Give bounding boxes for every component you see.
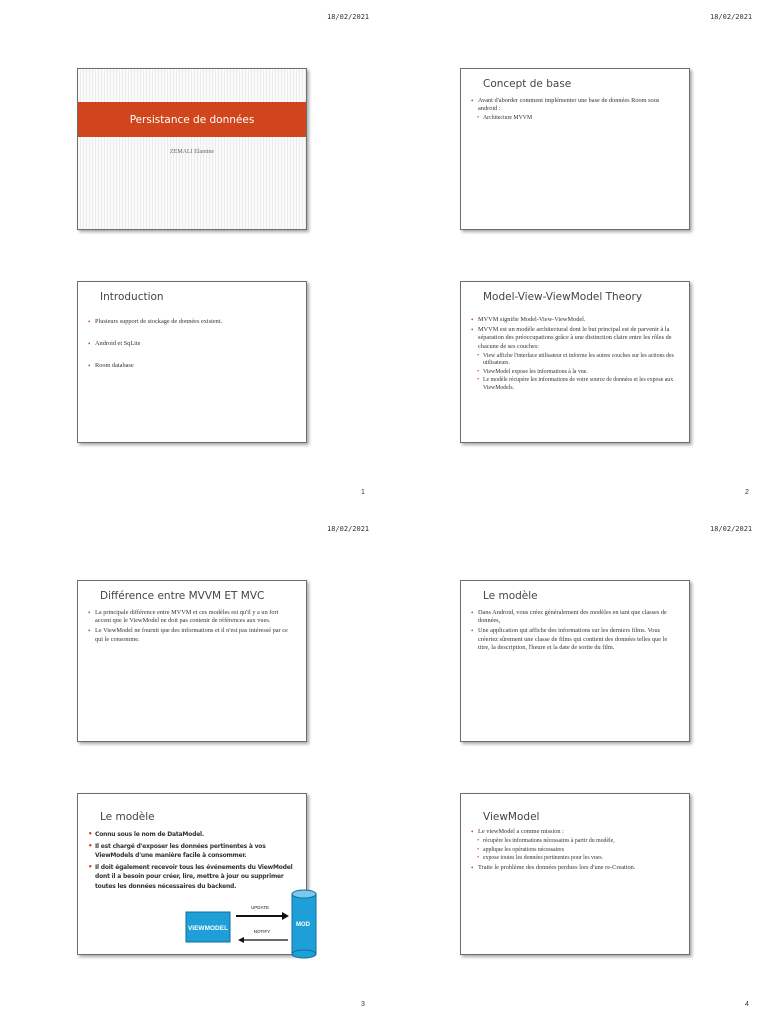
page-number: 1 [361, 489, 365, 496]
slide-mvvm-vs-mvc [77, 580, 307, 742]
bullet-item: • Android et SqLite [88, 340, 296, 348]
bullet-item: • Une application qui affiche des informations sur les derniers films. Vous créeriez sûrement une classe de films qui contient des données telles que le titre, la description, l'heure et la date de sortie du film. [471, 627, 679, 652]
slide-mvvm-theory [460, 281, 690, 443]
slide-heading: Persistance de données [129, 113, 255, 126]
slide-heading: Le modèle [483, 590, 538, 602]
mvvm-diagram [178, 882, 308, 956]
sub-bullet-item: • récupère les informations nécessaires à partir du modèle, [477, 838, 679, 846]
sub-bullet-item: • ViewModel expose les informations à la vue. [477, 369, 679, 377]
viewmodel-box-label: VIEWMODEL [187, 925, 229, 932]
update-arrowhead [282, 912, 289, 920]
update-arrow-label: UPDATE [251, 905, 269, 910]
page-number: 2 [745, 489, 749, 496]
slide-heading: Concept de base [483, 78, 572, 90]
bullet-list [471, 316, 679, 393]
bullet-item: • Le viewModel a comme mission : [471, 828, 679, 836]
page-date: 18/02/2021 [710, 13, 753, 21]
bullet-item: • Connu sous le nom de DataModel. [88, 830, 296, 840]
bullet-item: • Le ViewModel ne fournit que des informations et il n'est pas intéressé par ce qui le consomme. [88, 627, 296, 643]
title-banner [78, 102, 306, 137]
slide-introduction [77, 281, 307, 443]
page-date: 18/02/2021 [327, 525, 370, 533]
bullet-list [471, 97, 679, 124]
notify-arrow-label: NOTIFY [253, 929, 271, 934]
slide-heading: Model-View-ViewModel Theory [483, 291, 643, 303]
bullet-item: • La principale différence entre MVVM et ces modèles est qu'il y a un fort accent que le ViewModel ne doit pas contenir de références aux vues. [88, 609, 296, 625]
slide-heading: Le modèle [100, 811, 155, 823]
bullet-item: • Il doit également recevoir tous les événements du ViewModel dont il a besoin pour créer, lire, mettre à jour ou supprimer toutes les données nécessaires du backend. [88, 863, 296, 892]
slide-le-modele [460, 580, 690, 742]
bullet-item: • Avant d'aborder comment implémenter une base de données Room sous android : [471, 97, 679, 113]
slide-title [77, 68, 307, 230]
page-date: 18/02/2021 [327, 13, 370, 21]
bullet-list [471, 609, 679, 654]
notify-arrowhead [238, 937, 244, 943]
bullet-item: • Il est chargé d'exposer les données pertinentes à vos ViewModels d'une manière facile à consommer. [88, 842, 296, 861]
author-name: ZEMALI Elamine [169, 149, 215, 155]
sub-bullet-item: • expose toutes les données pertinentes pour les vues. [477, 855, 679, 863]
bullet-item: • MVVM est un modèle architectural dont le but principal est de parvenir à la séparation des préoccupations grâce à une distinction claire entre les rôles de chacune de ses couches: [471, 326, 679, 351]
bullet-item: • Dans Android, vous créez généralement des modèles en tant que classes de données, [471, 609, 679, 625]
page-number: 3 [361, 1001, 365, 1008]
slide-heading: ViewModel [483, 811, 540, 823]
slide-le-modele-datamodel [77, 793, 310, 955]
bullet-item: • Traite le problème des données perdues lors d'une re-Creation. [471, 864, 679, 872]
bullet-list [88, 318, 296, 373]
slide-heading: Introduction [100, 291, 164, 303]
sub-bullet-item: • applique les opérations nécessaires [477, 847, 679, 855]
bullet-list [88, 609, 296, 646]
bullet-item: • Room database [88, 362, 296, 370]
model-cylinder-top [292, 890, 316, 898]
model-cylinder-bottom [292, 950, 316, 958]
model-cylinder-label: MOD [296, 922, 310, 928]
slide-heading: Différence entre MVVM ET MVC [100, 590, 265, 602]
page-date: 18/02/2021 [710, 525, 753, 533]
page-number: 4 [745, 1001, 749, 1008]
bullet-item: • MVVM signifie Model-View-ViewModel. [471, 316, 679, 324]
bullet-item: • Plusieurs support de stockage de données existent. [88, 318, 296, 326]
slide-concept [460, 68, 690, 230]
sub-bullet-item: • Le modèle récupère les informations de votre source de données et les expose aux ViewModels. [477, 377, 679, 392]
slide-viewmodel [460, 793, 690, 955]
sub-bullet-item: • Architecture MVVM [477, 115, 679, 123]
sub-bullet-item: • View affiche l'interface utilisateur et informe les autres couches sur les actions des utilisateurs. [477, 353, 679, 368]
bullet-list [471, 828, 679, 874]
